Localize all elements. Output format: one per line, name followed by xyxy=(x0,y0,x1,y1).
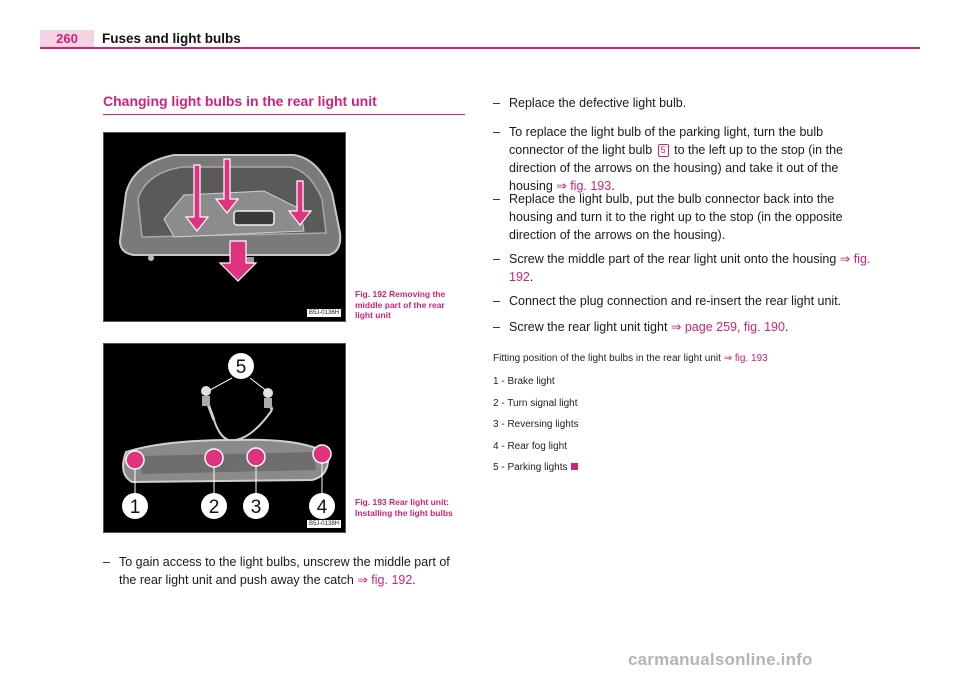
list-item: 5 - Parking lights xyxy=(493,462,578,473)
figure-code: B5J-0138H xyxy=(308,521,339,527)
list-item: 1 - Brake light xyxy=(493,376,555,387)
page-link[interactable]: ⇒ page 259, fig. 190 xyxy=(670,320,785,334)
step-item: – Connect the plug connection and re-insert the rear light unit. xyxy=(493,294,842,308)
bulb-installation-illustration xyxy=(104,344,345,532)
callout-3: 3 xyxy=(250,497,262,518)
page-number: 260 xyxy=(40,30,94,48)
figure-link[interactable]: ⇒ fig. 193 xyxy=(723,353,768,364)
callout-4: 4 xyxy=(316,497,328,518)
step-item: – To replace the light bulb of the parking light, turn the bulb connector of the light bulb 5 to the left up to the stop (in the direction of the arrows on the housing) and take it out of the housing ⇒ fig. 193. xyxy=(493,125,843,193)
section-title: Changing light bulbs in the rear light unit xyxy=(103,93,377,109)
callout-1: 1 xyxy=(129,497,141,518)
callout-5: 5 xyxy=(235,357,247,378)
figure-code: B5J-0136H xyxy=(308,310,339,316)
step-item: – Replace the light bulb, put the bulb connector back into the housing and turn it to the right up to the stop (in the opposite direction of the arrows on the housing). xyxy=(493,192,843,242)
step-item: – Screw the rear light unit tight ⇒ page 259, fig. 190. xyxy=(493,320,789,334)
header-rule xyxy=(40,47,920,49)
figure-link[interactable]: ⇒ fig. 192 xyxy=(357,573,413,587)
running-title: Fuses and light bulbs xyxy=(102,31,241,46)
figure-192 xyxy=(103,132,346,322)
end-of-section-icon xyxy=(571,463,578,470)
list-item: 2 - Turn signal light xyxy=(493,398,578,409)
section-rule xyxy=(103,114,465,115)
figure-caption: Fig. 193 Rear light unit: Installing the light bulbs xyxy=(355,497,453,518)
figure-link[interactable]: ⇒ fig. 193 xyxy=(556,179,612,193)
rear-light-housing-illustration xyxy=(104,133,345,321)
callout-badge: 5 xyxy=(658,144,669,157)
fitting-intro: Fitting position of the light bulbs in the rear light unit ⇒ fig. 193 xyxy=(493,353,768,364)
step-item: – Screw the middle part of the rear light unit onto the housing ⇒ fig. 192. xyxy=(493,252,871,284)
list-item: 3 - Reversing lights xyxy=(493,419,579,430)
figure-193 xyxy=(103,343,346,533)
page-header xyxy=(40,30,920,48)
step-item: – To gain access to the light bulbs, unscrew the middle part of the rear light unit and push away the catch ⇒ fig. 192. xyxy=(103,555,450,587)
list-item: 4 - Rear fog light xyxy=(493,441,567,452)
figure-caption: Fig. 192 Removing the middle part of the rear light unit xyxy=(355,289,446,320)
watermark: carmanualsonline.info xyxy=(628,650,813,669)
callout-2: 2 xyxy=(208,497,220,518)
figure-link[interactable]: ⇒ fig. 192 xyxy=(509,252,871,284)
step-item: – Replace the defective light bulb. xyxy=(493,96,687,110)
